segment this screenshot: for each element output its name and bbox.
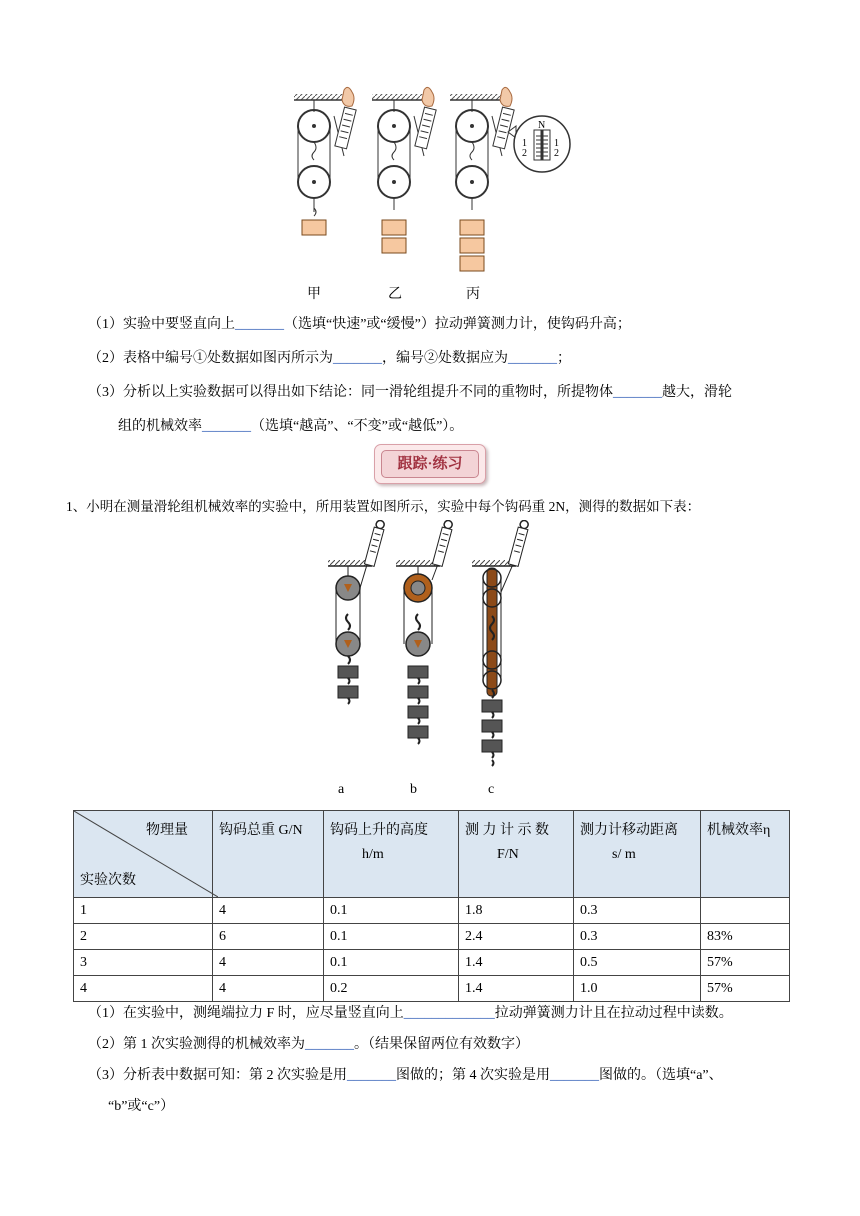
- table-cell: 0.1: [324, 898, 459, 924]
- table-cell: 1: [74, 898, 213, 924]
- p1-q3-blank-2: _______: [550, 1068, 599, 1083]
- q1-prefix: （1）实验中要竖直向上: [88, 317, 235, 332]
- q3-line1-suffix: 越大，滑轮: [662, 385, 732, 400]
- table-cell: 57%: [701, 950, 790, 976]
- setup-b: [396, 520, 454, 744]
- figure-label-b: b: [410, 782, 417, 797]
- table-cell: 2: [74, 924, 213, 950]
- header-line1: 钩码总重 G/N: [219, 823, 303, 838]
- inset-right-1: 1: [554, 138, 559, 149]
- p1-q3-mid: 图做的；第 4 次实验是用: [396, 1068, 550, 1083]
- header-line2: s/ m: [612, 847, 636, 862]
- p1-question-2: [88, 1036, 529, 1054]
- table-cell: [701, 898, 790, 924]
- table-cell: 4: [74, 976, 213, 1002]
- q3-blank-1: _______: [613, 385, 662, 400]
- table-row: [74, 976, 790, 1002]
- header-cell: [324, 811, 459, 898]
- table-cell: 1.4: [459, 950, 574, 976]
- inset-left-2: 2: [522, 148, 527, 159]
- data-table: [73, 810, 790, 1002]
- section-badge: [374, 444, 486, 484]
- header-cell: [459, 811, 574, 898]
- table-cell: 1.0: [574, 976, 701, 1002]
- figure-label-c: c: [488, 782, 495, 797]
- p1-question-3-line-1: [88, 1067, 723, 1085]
- figure-label-a: a: [338, 782, 345, 797]
- table-row: [74, 924, 790, 950]
- header-line1: 钩码上升的高度: [330, 823, 428, 838]
- table-diagonal-header: [74, 811, 213, 898]
- table-cell: 4: [213, 976, 324, 1002]
- q1-blank: _______: [235, 317, 284, 332]
- question-2: [88, 350, 571, 368]
- q2-blank-1: _______: [333, 351, 382, 366]
- table-cell: 6: [213, 924, 324, 950]
- p1-q2-blank: _______: [305, 1037, 354, 1052]
- question-1: [88, 316, 631, 334]
- setup-a: [328, 520, 386, 704]
- setup-yi: [372, 87, 436, 253]
- table-cell: 0.1: [324, 924, 459, 950]
- q2-mid: ，编号②处数据应为: [382, 351, 508, 366]
- header-cell: [574, 811, 701, 898]
- question-3-line-2: [118, 418, 463, 436]
- p1-q1-prefix: （1）在实验中，测绳端拉力 F 时，应尽量竖直向上: [88, 1006, 404, 1021]
- inset-n-text: N: [538, 120, 546, 131]
- figure-label-bing: 丙: [466, 287, 480, 302]
- q2-suffix: ；: [557, 351, 571, 366]
- p1-q3-prefix: （3）分析表中数据可知：第 2 次实验是用: [88, 1068, 347, 1083]
- q3-line1-prefix: （3）分析以上实验数据可以得出如下结论：同一滑轮组提升不同的重物时，所提物体: [88, 385, 613, 400]
- section-badge-label: 跟踪·练习: [381, 450, 479, 478]
- figure-label-jia: 甲: [307, 287, 321, 302]
- table-cell: 0.3: [574, 898, 701, 924]
- table-cell: 57%: [701, 976, 790, 1002]
- table-cell: 0.5: [574, 950, 701, 976]
- p1-q2-prefix: （2）第 1 次实验测得的机械效率为: [88, 1037, 305, 1052]
- inset-left-1: 1: [522, 138, 527, 149]
- table-cell: 0.3: [574, 924, 701, 950]
- table-cell: 0.1: [324, 950, 459, 976]
- table-row: [74, 898, 790, 924]
- header-line1: 机械效率η: [707, 823, 771, 838]
- pulley-figure-top: [280, 86, 580, 286]
- diag-top-label: 物理量: [146, 823, 188, 838]
- table-cell: 83%: [701, 924, 790, 950]
- q2-prefix: （2）表格中编号①处数据如图丙所示为: [88, 351, 333, 366]
- p1-q3-blank-1: _______: [347, 1068, 396, 1083]
- diag-bottom-label: 实验次数: [80, 873, 136, 888]
- p1-question-1: [88, 1005, 733, 1023]
- header-line1: 测 力 计 示 数: [465, 823, 549, 838]
- setup-c: [472, 520, 530, 766]
- inset-right-2: 2: [554, 148, 559, 159]
- table-cell: 1.8: [459, 898, 574, 924]
- header-cell: [701, 811, 790, 898]
- header-line1: 测力计移动距离: [580, 823, 678, 838]
- setup-jia: [294, 87, 356, 235]
- table-header-row: [74, 811, 790, 898]
- setup-bing: [450, 87, 570, 271]
- pulley-figure-bottom: [320, 520, 540, 776]
- figure-label-yi: 乙: [388, 287, 402, 302]
- q2-blank-2: _______: [508, 351, 557, 366]
- p1-q2-suffix: 。（结果保留两位有效数字）: [354, 1037, 529, 1052]
- p1-q3-suffix: 图做的。（选填“a”、: [599, 1068, 723, 1083]
- table-cell: 0.2: [324, 976, 459, 1002]
- question-3-line-1: [88, 384, 732, 402]
- q3-line2-prefix: 组的机械效率: [118, 419, 202, 434]
- q3-blank-2: _______: [202, 419, 251, 434]
- p1-question-3-line-2: “b”或“c”）: [108, 1099, 175, 1114]
- table-cell: 4: [213, 950, 324, 976]
- q1-suffix: （选填“快速”或“缓慢”）拉动弹簧测力计，使钩码升高；: [284, 317, 631, 332]
- q3-line2-suffix: （选填“越高”、“不变”或“越低”）。: [251, 419, 464, 434]
- p1-q1-blank: _____________: [403, 1006, 495, 1021]
- p1-q1-suffix: 拉动弹簧测力计且在拉动过程中读数。: [494, 1006, 733, 1021]
- table-row: [74, 950, 790, 976]
- header-line2: h/m: [362, 847, 384, 862]
- table-cell: 2.4: [459, 924, 574, 950]
- table-cell: 1.4: [459, 976, 574, 1002]
- table-cell: 3: [74, 950, 213, 976]
- problem-1-statement: 1、小明在测量滑轮组机械效率的实验中，所用装置如图所示，实验中每个钩码重 2N，测得的数据如下表：: [66, 499, 701, 514]
- header-line2: F/N: [497, 847, 519, 862]
- table-cell: 4: [213, 898, 324, 924]
- header-cell: [213, 811, 324, 898]
